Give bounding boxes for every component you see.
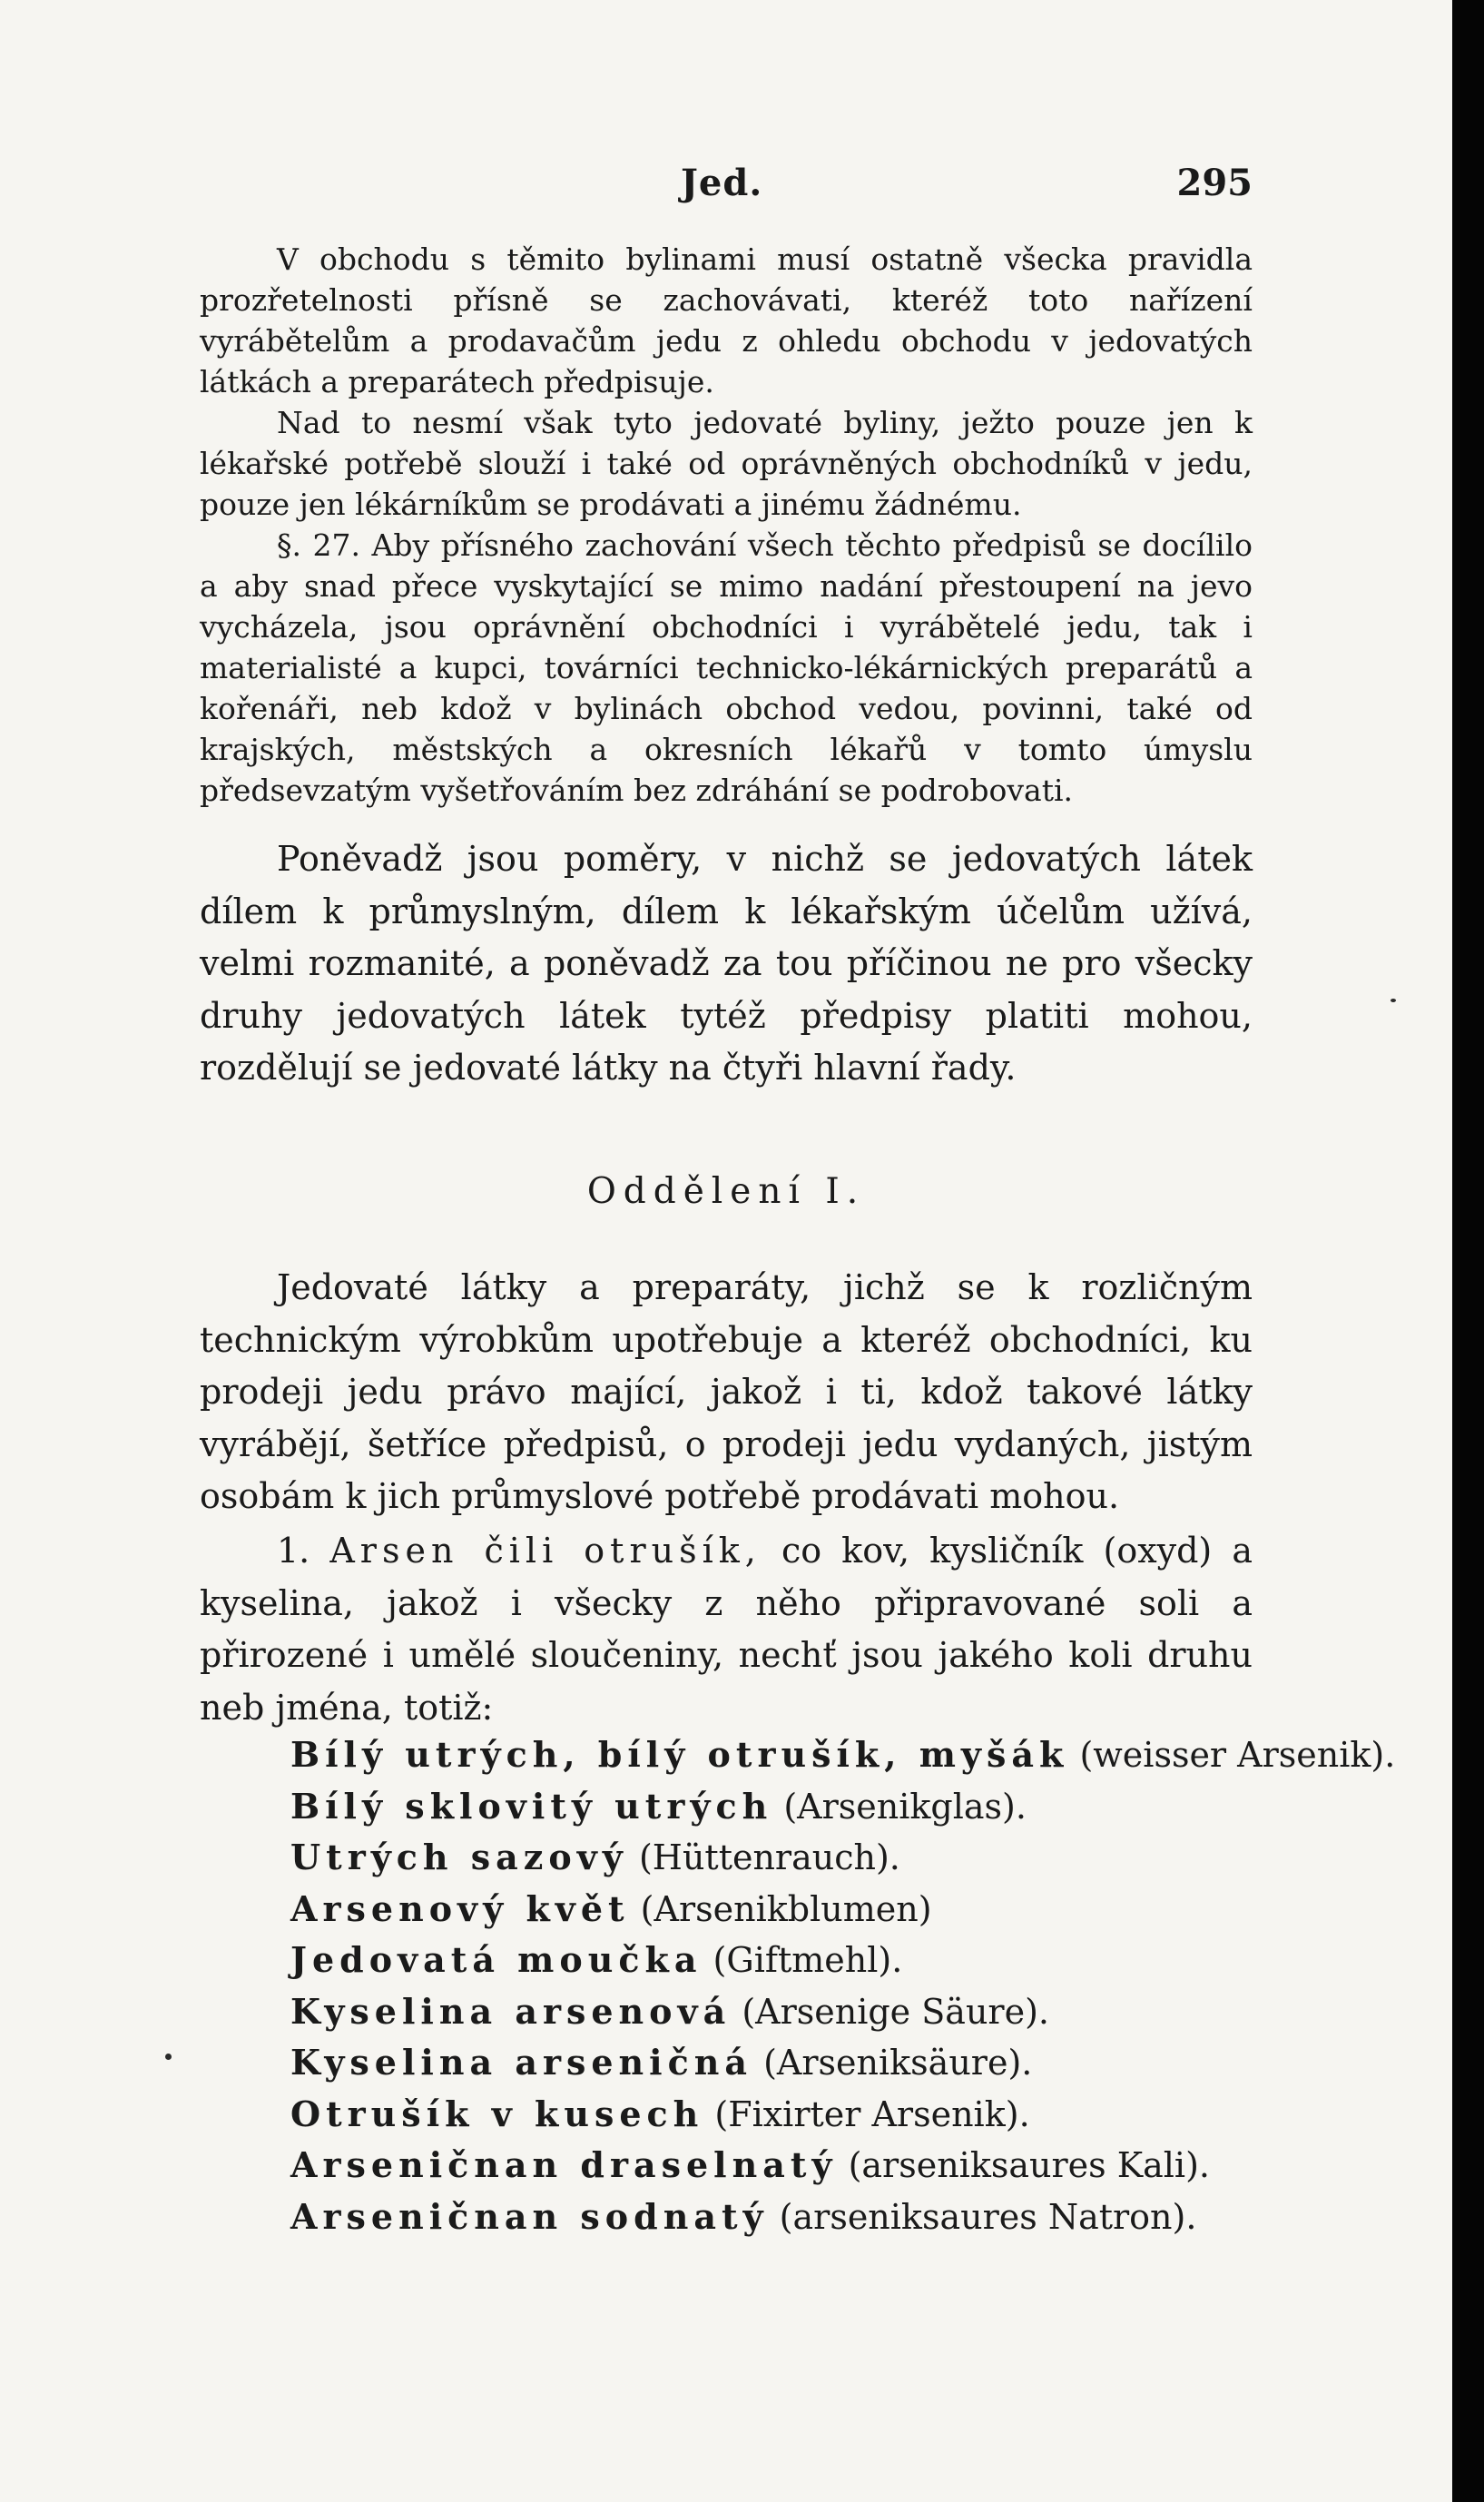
paragraph-categories: Poněvadž jsou poměry, v nichž se jedovatých látek dílem k průmyslným, dílem k lékařským účelům užívá, velmi rozmanité, a poněvadž za tou příčinou ne pro všecky druhy jedovatých látek tytéž předpisy platiti mohou, rozdělují se jedovaté látky na čtyři hlavní řady. [200,839,1253,1088]
list-item [290,2089,1253,2141]
paragraph-arsenic [200,1525,1253,1734]
list-item [290,2140,1253,2192]
substance-name: Bílý sklovitý utrých [290,1785,773,1827]
paragraph-trade-rules: V obchodu s těmito bylinami musí ostatně všecka pravidla prozřetelnosti přísně se zachovávati, kteréž toto nařízení vyrábětelům a prodavačům jedu z ohledu obchodu v jedovatých látkách a preparátech předpisuje. [200,241,1253,399]
item-arsenic [200,1525,1253,1734]
paragraph-pharmacists-only: Nad to nesmí však tyto jedovaté byliny, ježto pouze jen k lékařské potřebě slouží i také od oprávněných obchodníků v jedu, pouze jen lékárníkům se prodávati a jinému žádnému. [200,405,1253,522]
ink-speck [1391,999,1396,1002]
paragraph-section-description: Jedovaté látky a preparáty, jichž se k rozličným technickým výrobkům upotřebuje a kteréž obchodníci, ku prodeji jedu právo mající, jakož i ti, kdož takové látky vyrábějí, šetříce předpisů, o prodeji jedu vydaných, jistým osobám k jich průmyslové potřebě prodávati mohou. [200,1267,1253,1516]
list-item [290,1781,1253,1833]
substance-german: (weisser Arsenik). [1079,1735,1396,1775]
item-number: 1. [277,1531,310,1571]
intro-section [200,833,1253,1095]
section-heading: Oddělení I. [586,1171,866,1212]
substance-name: Arsenový květ [290,1887,630,1929]
list-item [290,1986,1253,2038]
list-item [290,2037,1253,2089]
substance-name: Jedovatá moučka [290,1939,703,1980]
small-print-section [200,239,1253,811]
paragraph-section-27: §. 27. Aby přísného zachování všech těchto předpisů se docílilo a aby snad přece vyskytající se mimo nadání přestoupení na jevo vycházela, jsou oprávnění obchodníci i vyrábětelé jedu, tak i materialisté a kupci, továrníci technicko-lékárnických preparátů a kořenáři, neb kdož v bylinách obchod vedou, povinni, také od krajských, městských a okresních lékařů v tomto úmyslu předsevzatým vyšetřováním bez zdráhání se podrobovati. [200,527,1253,808]
list-item [290,1884,1253,1936]
substance-name: Arseničnan sodnatý [290,2195,769,2237]
substance-german: (Arseniksäure). [763,2043,1033,2083]
substance-german: (Arsenige Säure). [742,1991,1049,2032]
substance-german: (Arsenikglas). [783,1786,1027,1827]
item-description: co kov, kysličník (oxyd) a kyselina, jakož i všecky z něho připravované soli a přirozené i umělé sloučeniny, nechť jsou jakého koli druhu neb jména, totiž: [200,1531,1253,1728]
list-item [290,1832,1253,1884]
substance-german: (arseniksaures Natron). [779,2196,1197,2237]
substance-german: (arseniksaures Kali). [848,2145,1210,2185]
list-item [290,1729,1396,1781]
substance-name: Bílý utrých, bílý otrušík, myšák [290,1734,1069,1775]
list-item [290,1935,1253,1986]
running-head: Jed. [681,162,763,204]
substance-german: (Arsenikblumen) [640,1888,932,1929]
substance-list [290,1729,1396,2242]
substance-name: Kyselina arseničná [290,2042,752,2083]
substance-german: (Fixirter Arsenik). [714,2093,1030,2134]
substance-name: Otrušík v kusech [290,2093,704,2134]
page-header [200,162,1253,216]
list-item [290,2192,1253,2243]
section-body [200,1262,1253,1523]
page-number: 295 [1176,162,1253,204]
substance-name: Kyselina arsenová [290,1990,732,2032]
scan-edge [1452,0,1484,2502]
item-term: Arsen čili otrušík, [329,1531,762,1571]
ink-speck [165,2054,172,2060]
substance-name: Arseničnan draselnatý [290,2144,838,2185]
substance-german: (Hüttenrauch). [638,1837,900,1877]
substance-german: (Giftmehl). [713,1940,903,1980]
substance-name: Utrých sazový [290,1837,628,1877]
